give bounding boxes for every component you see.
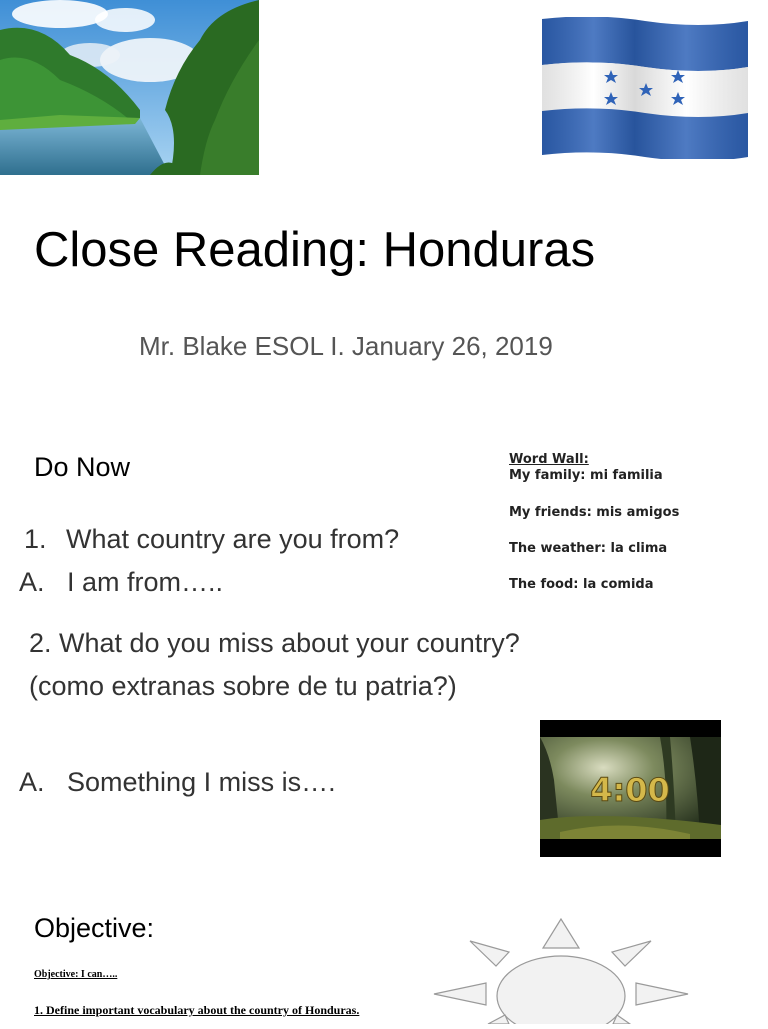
page-title: Close Reading: Honduras — [34, 223, 596, 277]
objective-heading: Objective: — [34, 913, 155, 943]
timer-value: 4:00 — [590, 771, 670, 809]
objective-line-1: 1. Define important vocabulary about the country of Honduras. — [34, 1003, 360, 1017]
sun-ray-upper-right — [612, 941, 651, 966]
word-wall — [509, 452, 679, 593]
question-1-number: 1. — [24, 524, 47, 554]
word-wall-item: The weather: la clima — [509, 541, 668, 556]
answer-1-letter: A. — [19, 567, 45, 597]
timer-video[interactable] — [540, 720, 721, 857]
question-2: 2. What do you miss about your country? (como extranas sobre de tu patria?) — [29, 628, 520, 701]
do-now-heading: Do Now — [34, 452, 131, 482]
answer-2 — [19, 767, 336, 798]
question-1 — [24, 524, 399, 555]
word-wall-item: My family: mi familia — [509, 468, 663, 483]
sun-ray-upper-left — [470, 941, 509, 966]
word-wall-item: The food: la comida — [509, 577, 654, 592]
landscape-image — [0, 0, 259, 175]
sun-center-shape — [497, 956, 625, 1024]
sun-ray-lower-left — [488, 1015, 509, 1024]
sun-diagram — [430, 915, 700, 1024]
answer-1-text: I am from….. — [67, 567, 224, 597]
question-1-text: What country are you from? — [66, 524, 400, 554]
objective-intro: Objective: I can….. — [34, 969, 118, 980]
sun-ray-right — [636, 983, 688, 1005]
answer-1 — [19, 567, 223, 598]
answer-2-text: Something I miss is…. — [67, 767, 336, 797]
answer-2-letter: A. — [19, 767, 45, 797]
sun-ray-top — [543, 919, 579, 948]
word-wall-heading: Word Wall: — [509, 452, 589, 467]
page-subtitle: Mr. Blake ESOL I. January 26, 2019 — [139, 331, 553, 361]
sun-ray-left — [434, 983, 486, 1005]
word-wall-item: My friends: mis amigos — [509, 505, 680, 520]
honduras-flag-image — [540, 17, 750, 159]
